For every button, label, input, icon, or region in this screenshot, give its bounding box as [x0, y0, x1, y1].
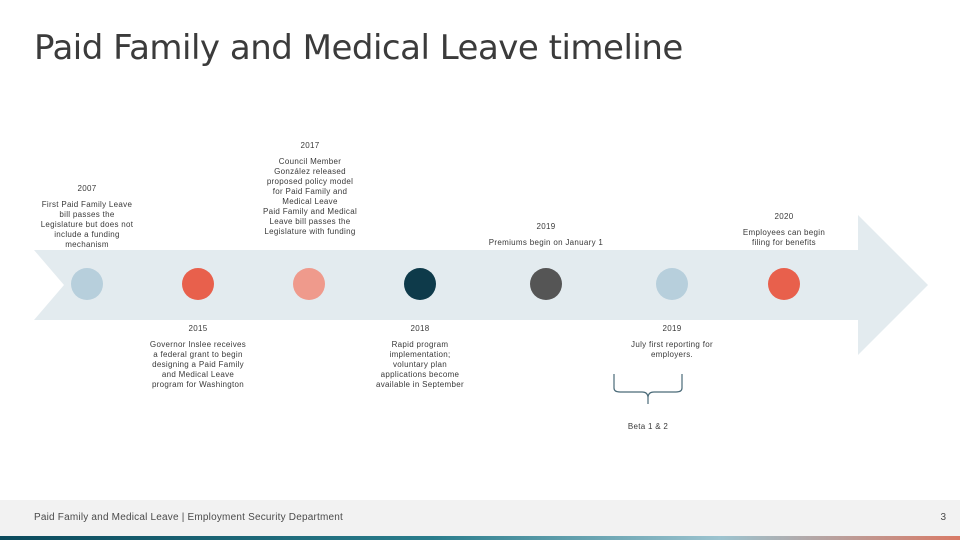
- milestone-text: Premiums begin on January 1: [488, 238, 604, 247]
- milestone-year: 2007: [77, 184, 97, 193]
- slide-title: Paid Family and Medical Leave timeline: [34, 28, 683, 68]
- milestone-year: 2019: [662, 324, 682, 333]
- milestone-year: 2020: [774, 212, 794, 221]
- milestone-text: First Paid Family Leave bill passes the Legislature but does not include a funding mechanism: [40, 200, 134, 249]
- milestone-text: Rapid program implementation; voluntary plan applications become available in September: [376, 340, 464, 389]
- milestone-text: Council Member González released proposed policy model for Paid Family and Medical Leave: [266, 157, 354, 206]
- beta-label: Beta 1 & 2: [627, 422, 669, 431]
- milestone-text: July first reporting for employers.: [631, 340, 713, 359]
- milestone-year: 2017: [300, 141, 320, 150]
- milestone-text-2: Paid Family and Medical Leave bill passes the Legislature with funding: [262, 207, 358, 236]
- milestone-year: 2019: [536, 222, 556, 231]
- footer-text: Paid Family and Medical Leave | Employment Security Department: [34, 512, 344, 523]
- milestone-text: Governor Inslee receives a federal grant to begin designing a Paid Family and Medical Leave program for Washington: [149, 340, 247, 389]
- footer: [0, 500, 960, 536]
- milestone-year: 2018: [410, 324, 430, 333]
- footer-accent-bar: [0, 536, 960, 540]
- milestone-text: Employees can begin filing for benefits: [742, 228, 826, 247]
- page-number: 3: [940, 512, 946, 523]
- milestone-year: 2015: [188, 324, 208, 333]
